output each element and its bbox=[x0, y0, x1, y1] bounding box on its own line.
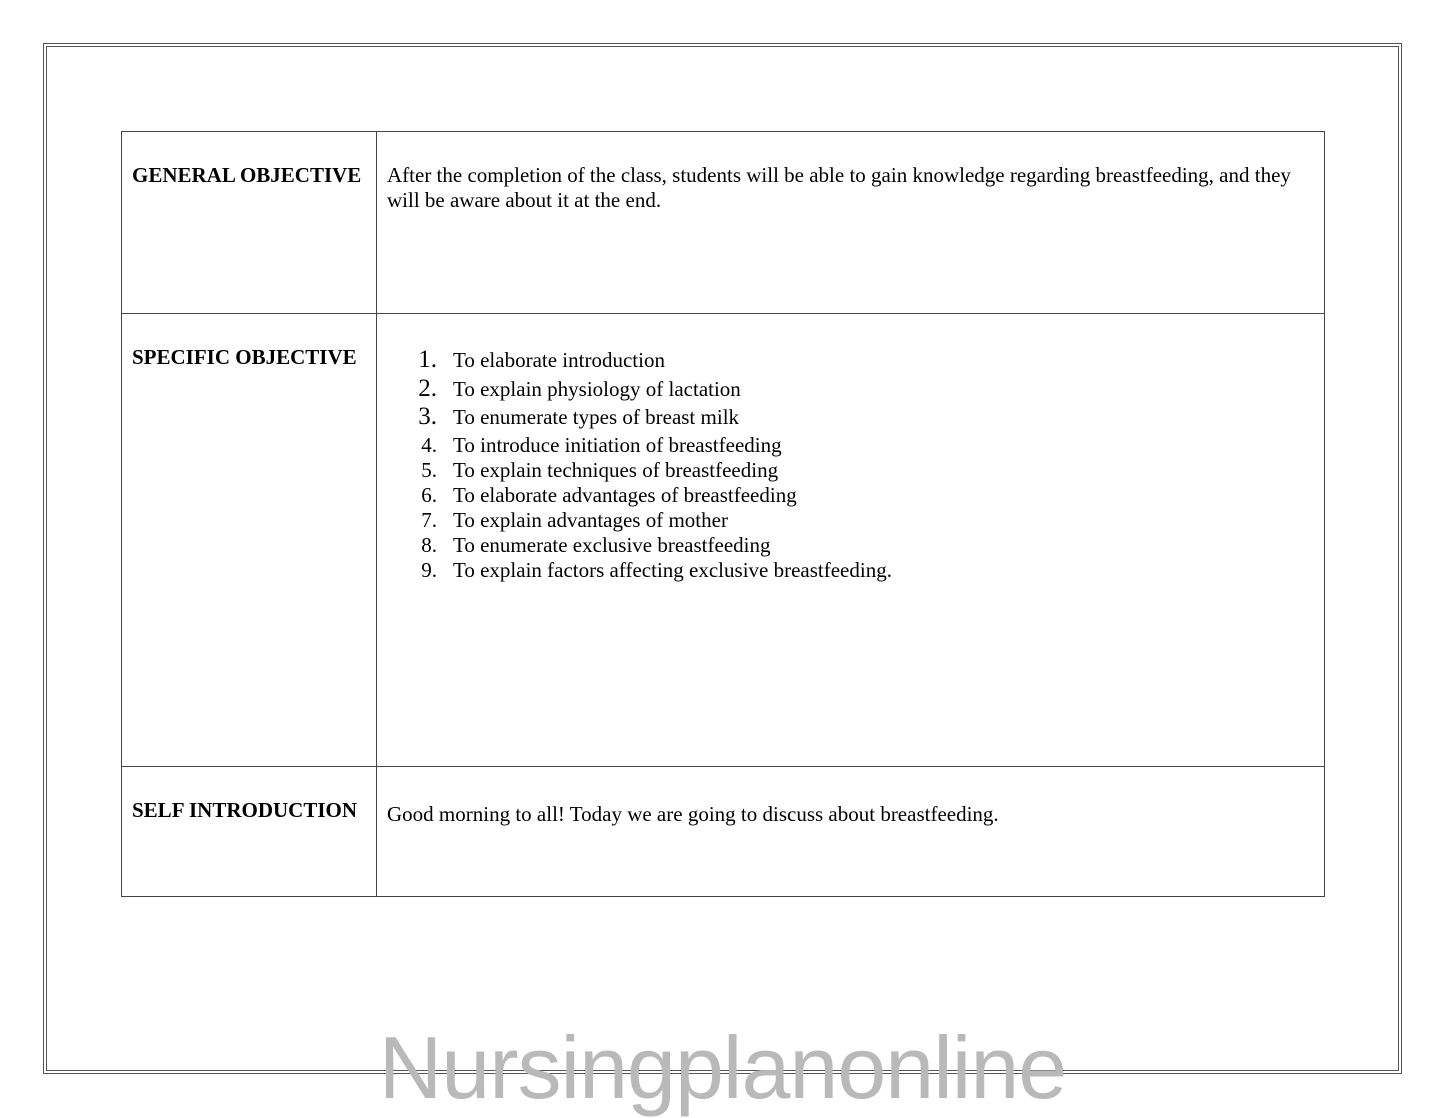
specific-objective-list bbox=[387, 347, 1294, 583]
list-item bbox=[387, 483, 1294, 508]
table-row-specific-objective bbox=[122, 314, 1325, 767]
table-row-general-objective bbox=[122, 132, 1325, 314]
self-introduction-text: Good morning to all! Today we are going to discuss about breastfeeding. bbox=[387, 802, 999, 826]
list-item-text: To explain advantages of mother bbox=[453, 507, 728, 532]
list-item bbox=[387, 404, 1294, 433]
list-item-number: 2. bbox=[418, 374, 437, 402]
list-item bbox=[387, 558, 1294, 583]
list-item-text: To explain factors affecting exclusive breastfeeding. bbox=[453, 557, 892, 582]
specific-objective-label: SPECIFIC OBJECTIVE bbox=[122, 314, 377, 767]
list-item-number: 3. bbox=[418, 403, 437, 430]
list-item-text: To explain techniques of breastfeeding bbox=[453, 457, 779, 482]
general-objective-text: After the completion of the class, students will be able to gain knowledge regarding breastfeeding, and they will be aware about it at the end. bbox=[377, 132, 1325, 314]
self-introduction-label: SELF INTRODUCTION bbox=[122, 767, 377, 897]
list-item-number: 7. bbox=[421, 507, 437, 532]
list-item-number: 9. bbox=[421, 557, 437, 582]
list-item-number: 5. bbox=[421, 457, 437, 482]
list-item-number: 8. bbox=[421, 532, 437, 557]
list-item bbox=[387, 508, 1294, 533]
list-item bbox=[387, 533, 1294, 558]
general-objective-label: GENERAL OBJECTIVE bbox=[122, 132, 377, 314]
list-item-number: 6. bbox=[421, 482, 437, 507]
table-row-self-introduction bbox=[122, 767, 1325, 897]
list-item-number: 1. bbox=[418, 346, 437, 373]
list-item-number: 4. bbox=[421, 432, 437, 457]
list-item bbox=[387, 433, 1294, 458]
specific-objective-cell bbox=[377, 314, 1325, 767]
list-item-text: To enumerate types of breast milk bbox=[453, 405, 740, 429]
list-item-text: To elaborate introduction bbox=[453, 348, 665, 372]
self-introduction-cell bbox=[377, 767, 1325, 897]
list-item bbox=[387, 347, 1294, 376]
list-item-text: To enumerate exclusive breastfeeding bbox=[453, 532, 771, 557]
list-item bbox=[387, 376, 1294, 405]
list-item-text: To elaborate advantages of breastfeeding bbox=[453, 482, 797, 507]
lesson-plan-table bbox=[121, 131, 1325, 897]
list-item-text: To explain physiology of lactation bbox=[453, 376, 741, 401]
list-item bbox=[387, 458, 1294, 483]
watermark: Nursingplanonline bbox=[378, 1018, 1067, 1117]
list-item-text: To introduce initiation of breastfeeding bbox=[453, 432, 782, 457]
